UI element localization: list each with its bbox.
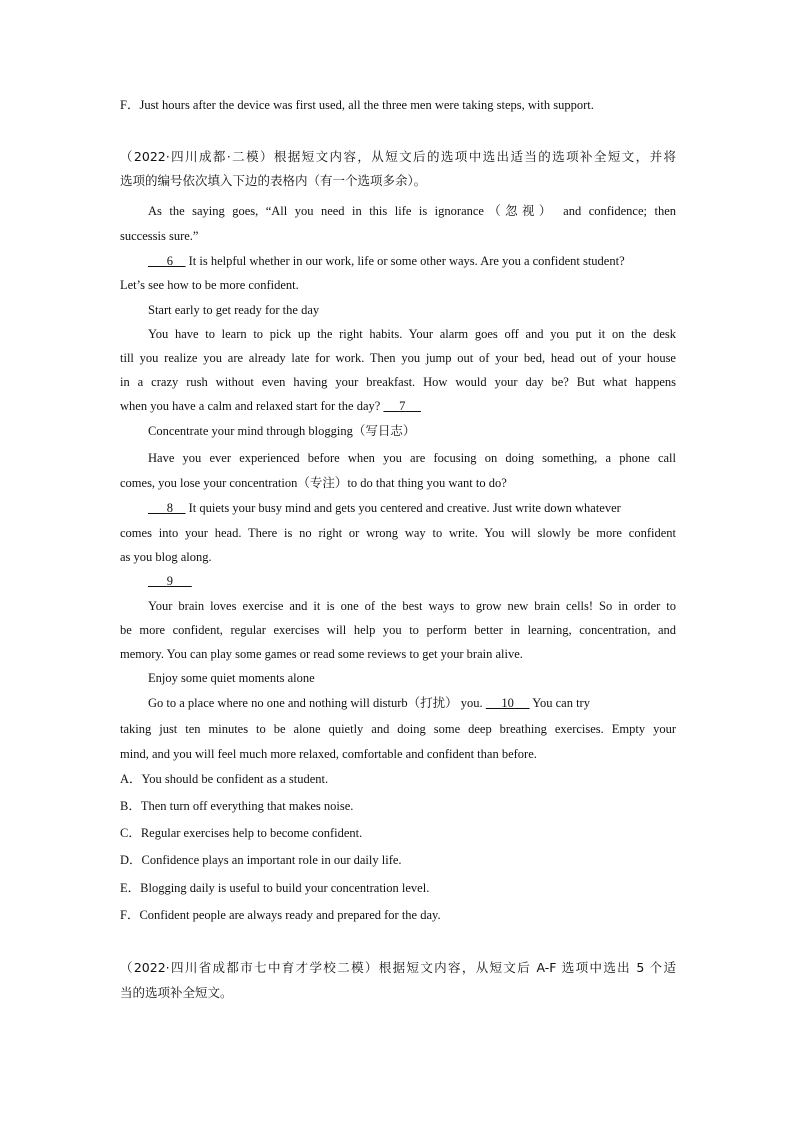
paragraph-3-line2: till you realize you are already late for work. Then you jump out of your bed, head out of your house [120,351,676,365]
subheading-concentrate: Concentrate your mind through blogging（写日志） [148,424,416,438]
option-a: A．You should be confident as a student. [120,772,329,786]
section2-instructions-line1: （2022·四川省成都市七中育才学校二模）根据短文内容，从短文后 A-F 选项中选出 5 个适 [120,960,676,975]
paragraph-3-line3: in a crazy rush without even having your breakfast. How would your day be? But what happens [120,375,676,389]
option-e: E．Blogging daily is useful to build your concentration level. [120,881,430,895]
paragraph-6-blank-line [148,573,192,589]
option-c: C．Regular exercises help to become confident. [120,826,363,840]
paragraph-4-line2: comes, you lose your concentration（专注）to do that thing you want to do? [120,476,507,490]
blank-6[interactable]: 6 [166,254,173,268]
section1-instructions-line1: （2022·四川成都·二模）根据短文内容，从短文后的选项中选出适当的选项补全短文，并将 [120,149,676,164]
paragraph-2-text: It is helpful whether in our work, life or some other ways. Are you a confident student? [185,254,625,268]
paragraph-1-line1: As the saying goes, “All you need in this life is ignorance（忽视） and confidence; then [148,204,676,218]
paragraph-2-line2: Let’s see how to be more confident. [120,278,299,292]
blank-10[interactable]: 10 [501,696,514,710]
paragraph-6-line3: memory. You can play some games or read some reviews to get your brain alive. [120,647,523,661]
previous-option-f: F．Just hours after the device was first used, all the three men were taking steps, with support. [120,98,594,112]
paragraph-6-line2: be more confident, regular exercises will help you to perform better in learning, concentration, and [120,623,676,637]
paragraph-5-line3: as you blog along. [120,550,212,564]
paragraph-4-line1: Have you ever experienced before when you are focusing on doing something, a phone call [148,451,676,465]
paragraph-1-line2: successis sure.” [120,229,199,243]
paragraph-6-line1: Your brain loves exercise and it is one of the best ways to grow new brain cells! So in order to [148,599,676,613]
blank-8[interactable]: 8 [166,501,173,515]
option-f: F．Confident people are always ready and prepared for the day. [120,908,441,922]
paragraph-7-line1: Go to a place where no one and nothing will disturb（打扰） you. 10 You can try [148,696,590,710]
paragraph-2-line1 [148,253,676,269]
paragraph-5-line1: 8 It quiets your busy mind and gets you centered and creative. Just write down whatever [148,500,676,516]
blank-7[interactable]: 7 [399,399,406,413]
blank-9[interactable]: 9 [166,574,173,588]
subheading-quiet-moments: Enjoy some quiet moments alone [148,671,315,685]
paragraph-3-line1: You have to learn to pick up the right habits. Your alarm goes off and you put it on the desk [148,327,676,341]
section2-instructions-line2: 当的选项补全短文。 [120,985,233,1000]
option-b: B．Then turn off everything that makes noise. [120,799,354,813]
option-d: D．Confidence plays an important role in our daily life. [120,853,402,867]
paragraph-5-line2: comes into your head. There is no right or wrong way to write. You will slowly be more confident [120,526,676,540]
section1-instructions-line2: 选项的编号依次填入下边的表格内（有一个选项多余）。 [120,173,427,188]
subheading-start-early: Start early to get ready for the day [148,303,320,317]
paragraph-3-line4: when you have a calm and relaxed start for the day? 7 [120,398,421,414]
paragraph-7-line3: mind, and you will feel much more relaxed, comfortable and confident than before. [120,747,537,761]
paragraph-7-line2: taking just ten minutes to be alone quietly and doing some deep breathing exercises. Empty your [120,722,676,736]
